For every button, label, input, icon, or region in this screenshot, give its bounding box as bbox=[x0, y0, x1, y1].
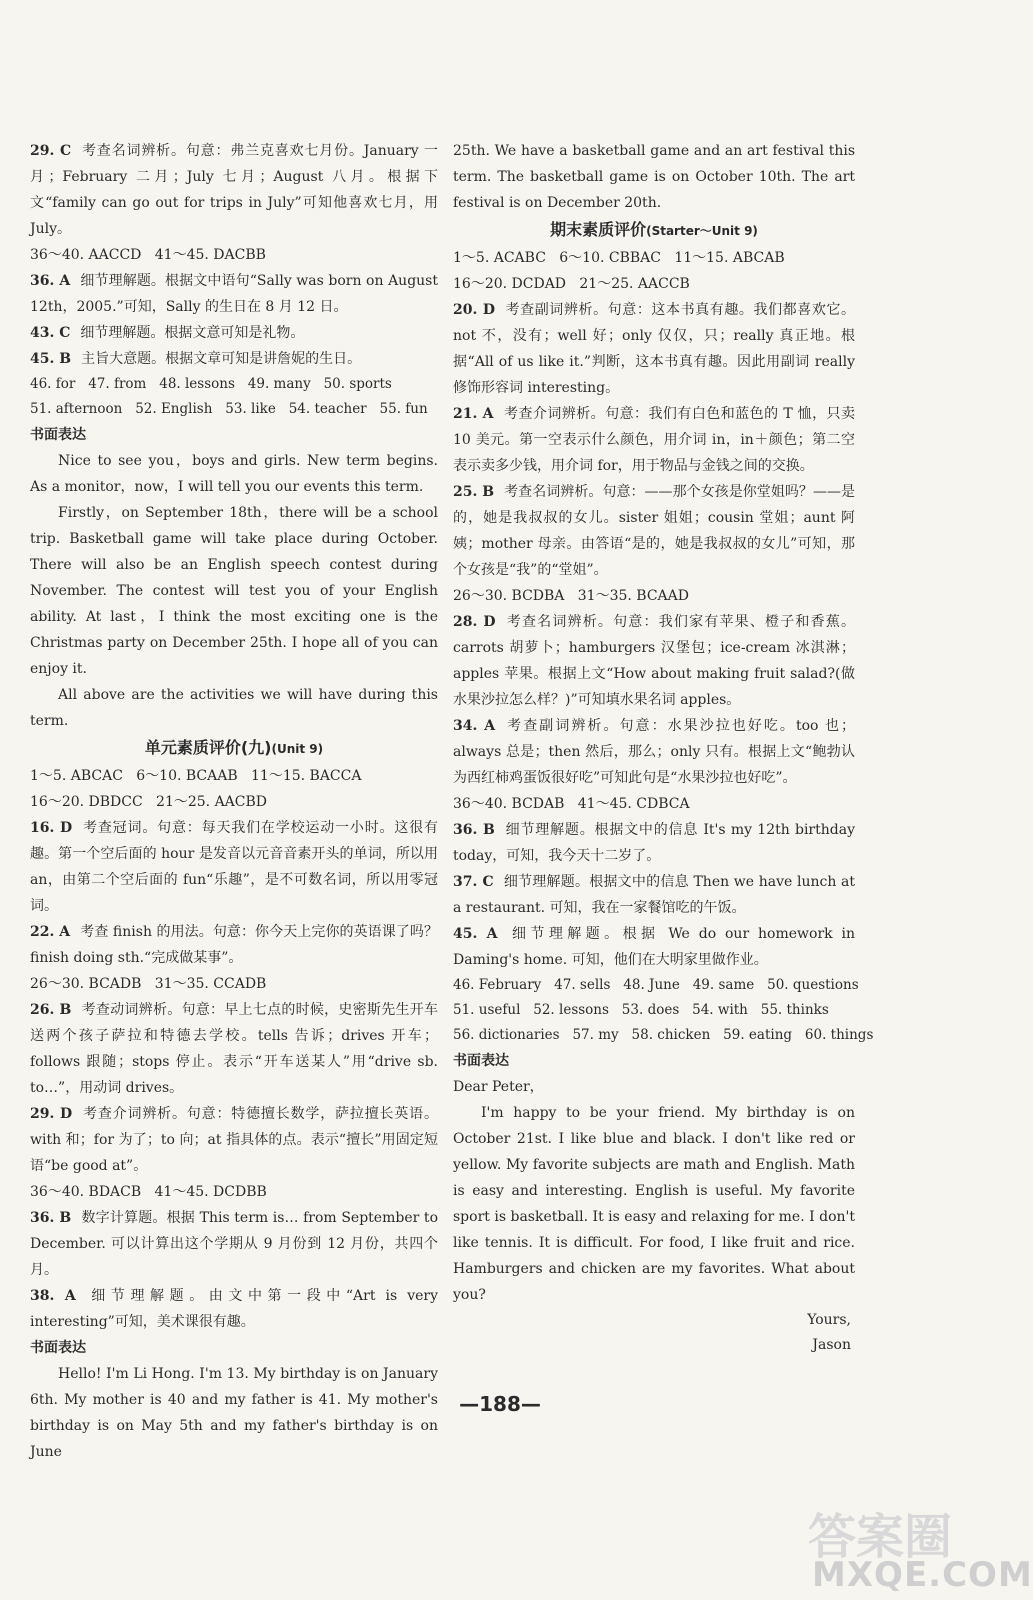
answer-item: 25. B 考查名词辨析。句意：——那个女孩是你堂姐吗？——是的，她是我叔叔的女儿。sister 姐姐；cousin 堂姐；aunt 阿姨；mother 母亲。由答语“是的，她是我叔叔的女儿”可知，那个女孩是“我”的“堂姐”。 bbox=[453, 484, 855, 578]
fill-answer-row: 51. afternoon 52. English 53. like 54. teacher 55. fun bbox=[30, 401, 428, 417]
letter-signature: Jason bbox=[812, 1337, 851, 1353]
left-column bbox=[30, 138, 438, 1465]
answer-item: 26. B 考查动词辨析。句意：早上七点的时候，史密斯先生开车送两个孩子萨拉和特德去学校。tells 告诉；drives 开车；follows 跟随；stops 停止。表示“开车送某人”用“drive sb. to…”，用动词 drives。 bbox=[30, 1002, 438, 1096]
fill-answer-row: 46. for 47. from 48. lessons 49. many 50. sports bbox=[30, 376, 392, 392]
answer-item: 36. B 数字计算题。根据 This term is… from September to December. 可以计算出这个学期从 9 月份到 12 月份，共四个月。 bbox=[30, 1210, 438, 1278]
section-heading: 书面表达 bbox=[453, 1053, 509, 1069]
answer-key-row: 26～30. BCADB 31～35. CCADB bbox=[30, 976, 267, 992]
fill-answer-row: 46. February 47. sells 48. June 49. same 50. questions bbox=[453, 977, 859, 993]
writing-paragraph: 25th. We have a basketball game and an art festival this term. The basketball game is on October 10th. The art festival is on December 20th. bbox=[453, 143, 855, 211]
section-title: 单元素质评价(九)(Unit 9) bbox=[144, 738, 324, 757]
writing-paragraph: Hello! I'm Li Hong. I'm 13. My birthday is on January 6th. My mother is 40 and my father is 41. My mother's birthday is on May 5th and my father's birthday is on June bbox=[30, 1366, 438, 1460]
answer-key-row: 36～40. AACCD 41～45. DACBB bbox=[30, 247, 266, 263]
answer-item: 36. B 细节理解题。根据文中的信息 It's my 12th birthday today，可知，我今天十二岁了。 bbox=[453, 822, 855, 864]
watermark-text: MXQE.COM bbox=[812, 1555, 1033, 1595]
answer-item: 43. C 细节理解题。根据文意可知是礼物。 bbox=[30, 325, 305, 341]
answer-item: 16. D 考查冠词。句意：每天我们在学校运动一小时。这很有趣。第一个空后面的 hour 是发音以元音音素开头的单词，所以用 an，由第二个空后面的 fun“乐趣”，是不可数名词，所以用零冠词。 bbox=[30, 820, 439, 914]
writing-paragraph: All above are the activities we will have during this term. bbox=[30, 687, 438, 729]
answer-item: 28. D 考查名词辨析。句意：我们家有苹果、橙子和香蕉。carrots 胡萝卜；hamburgers 汉堡包；ice-cream 冰淇淋；apples 苹果。根据上文“How about making fruit salad?(做水果沙拉怎么样？)”可知填水果名词 apples。 bbox=[453, 614, 856, 708]
letter-salutation: Dear Peter， bbox=[453, 1079, 544, 1095]
answer-key-row: 16～20. DCDAD 21～25. AACCB bbox=[453, 276, 690, 292]
section-heading: 书面表达 bbox=[30, 1340, 86, 1356]
fill-answer-row: 56. dictionaries 57. my 58. chicken 59. eating 60. things bbox=[453, 1027, 874, 1043]
answer-item: 34. A 考查副词辨析。句意：水果沙拉也好吃。too 也；always 总是；then 然后，那么；only 只有。根据上文“鲍勃认为西红柿鸡蛋饭很好吃”可知此句是“水果沙拉也好吃”。 bbox=[453, 718, 855, 786]
answer-item: 22. A 考查 finish 的用法。句意：你今天上完你的英语课了吗？finish doing sth.“完成做某事”。 bbox=[30, 924, 438, 966]
section-title: 期末素质评价(Starter～Unit 9) bbox=[550, 220, 758, 239]
answer-key-row: 36～40. BDACB 41～45. DCDBB bbox=[30, 1184, 267, 1200]
watermark-logo: 答案圈 bbox=[808, 1509, 953, 1565]
answer-key-row: 26～30. BCDBA 31～35. BCAAD bbox=[453, 588, 689, 604]
letter-body: I'm happy to be your friend. My birthday is on October 21st. I like blue and black. I don't like red or yellow. My favorite subjects are math and English. Math is easy and interesting. English is useful. My favorite sport is basketball. It is easy and relaxing for me. I don't like tennis. It is difficult. For food, I like fruit and rice. Hamburgers and chicken are my favorites. What about you? bbox=[453, 1105, 855, 1303]
letter-closing: Yours, bbox=[807, 1312, 851, 1328]
answer-item: 37. C 细节理解题。根据文中的信息 Then we have lunch at a restaurant. 可知，我在一家餐馆吃的午饭。 bbox=[453, 874, 856, 916]
writing-paragraph: Firstly，on September 18th，there will be a school trip. Basketball game will take place during October. There will also be an English speech contest during November. The contest will test you of your English ability. At last，I think the most exciting one is the Christmas party on December 25th. I hope all of you can enjoy it. bbox=[30, 505, 438, 677]
answer-item: 29. C 考查名词辨析。句意：弗兰克喜欢七月份。January 一月；February 二月；July 七月；August 八月。根据下文“family can go out for trips in July”可知他喜欢七月，用 July。 bbox=[30, 143, 438, 237]
writing-paragraph: Nice to see you，boys and girls. New term begins. As a monitor，now，I will tell you our events this term. bbox=[30, 453, 438, 495]
fill-answer-row: 51. useful 52. lessons 53. does 54. with 55. thinks bbox=[453, 1002, 829, 1018]
section-heading: 书面表达 bbox=[30, 427, 86, 443]
answer-key-row: 16～20. DBDCC 21～25. AACBD bbox=[30, 794, 268, 810]
answer-item: 20. D 考查副词辨析。句意：这本书真有趣。我们都喜欢它。not 不，没有；well 好；only 仅仅，只；really 真正地。根据“All of us like it.”判断，这本书真有趣。因此用副词 really 修饰形容词 interesting。 bbox=[453, 302, 856, 396]
answer-key-row: 1～5. ABCAC 6～10. BCAAB 11～15. BACCA bbox=[30, 768, 362, 784]
page-number: —188— bbox=[459, 1392, 541, 1416]
answer-key-row: 36～40. BCDAB 41～45. CDBCA bbox=[453, 796, 690, 812]
answer-item: 36. A 细节理解题。根据文中语句“Sally was born on August 12th，2005.”可知，Sally 的生日在 8 月 12 日。 bbox=[30, 273, 438, 315]
answer-item: 45. A 细节理解题。根据 We do our homework in Daming's home. 可知，他们在大明家里做作业。 bbox=[453, 926, 855, 968]
answer-item: 45. B 主旨大意题。根据文章可知是讲詹妮的生日。 bbox=[30, 351, 362, 367]
answer-key-row: 1～5. ACABC 6～10. CBBAC 11～15. ABCAB bbox=[453, 250, 785, 266]
answer-item: 21. A 考查介词辨析。句意：我们有白色和蓝色的 T 恤，只卖 10 美元。第一空表示什么颜色，用介词 in，in＋颜色；第二空表示卖多少钱，用介词 for，用于物品与金钱之间的交换。 bbox=[453, 406, 855, 474]
answer-item: 38. A 细节理解题。由文中第一段中“Art is very interesting”可知，美术课很有趣。 bbox=[30, 1288, 438, 1330]
answer-item: 29. D 考查介词辨析。句意：特德擅长数学，萨拉擅长英语。with 和；for 为了；to 向；at 指具体的点。表示“擅长”用固定短语“be good at”。 bbox=[30, 1106, 439, 1174]
right-column bbox=[453, 138, 874, 1358]
